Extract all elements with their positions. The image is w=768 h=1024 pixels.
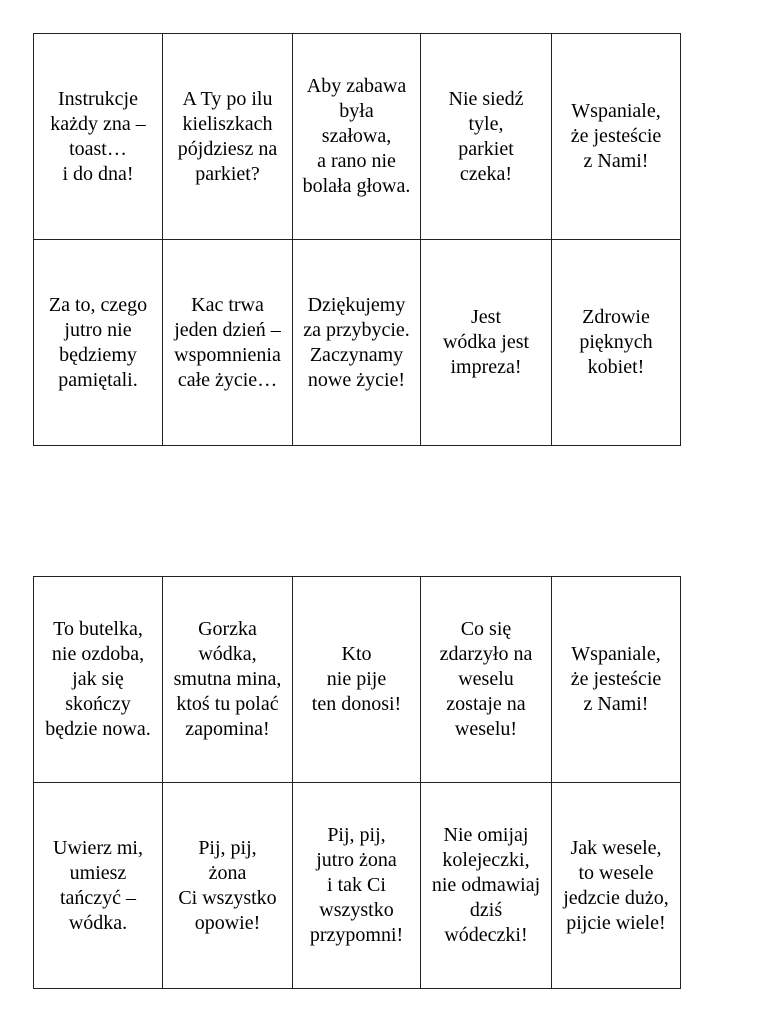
toast-label: Kac trwa jeden dzień – wspomnienia całe życie…	[163, 240, 293, 446]
toast-label: Wspaniale, że jesteście z Nami!	[552, 577, 681, 783]
toast-label: Za to, czego jutro nie będziemy pamiętali.	[34, 240, 163, 446]
toast-label: Gorzka wódka, smutna mina, ktoś tu polać zapomina!	[163, 577, 293, 783]
toast-label: Uwierz mi, umiesz tańczyć – wódka.	[34, 783, 163, 989]
toast-label: A Ty po ilu kieliszkach pójdziesz na parkiet?	[163, 34, 293, 240]
label-row	[34, 783, 681, 989]
toast-label: Wspaniale, że jesteście z Nami!	[552, 34, 681, 240]
label-sheet-bottom	[33, 576, 681, 989]
toast-label: Dziękujemy za przybycie. Zaczynamy nowe życie!	[293, 240, 421, 446]
toast-label: Jest wódka jest impreza!	[421, 240, 552, 446]
toast-label: Jak wesele, to wesele jedzcie dużo, pijcie wiele!	[552, 783, 681, 989]
label-row	[34, 577, 681, 783]
toast-label: Instrukcje każdy zna – toast… i do dna!	[34, 34, 163, 240]
label-sheet-top	[33, 33, 681, 446]
toast-label: To butelka, nie ozdoba, jak się skończy będzie nowa.	[34, 577, 163, 783]
toast-label: Zdrowie pięknych kobiet!	[552, 240, 681, 446]
toast-label: Aby zabawa była szałowa, a rano nie bolała głowa.	[293, 34, 421, 240]
toast-label: Nie omijaj kolejeczki, nie odmawiaj dziś wódeczki!	[421, 783, 552, 989]
toast-label: Co się zdarzyło na weselu zostaje na weselu!	[421, 577, 552, 783]
toast-label: Pij, pij, jutro żona i tak Ci wszystko przypomni!	[293, 783, 421, 989]
label-row	[34, 240, 681, 446]
toast-label: Kto nie pije ten donosi!	[293, 577, 421, 783]
toast-label: Pij, pij, żona Ci wszystko opowie!	[163, 783, 293, 989]
label-row	[34, 34, 681, 240]
toast-label: Nie siedź tyle, parkiet czeka!	[421, 34, 552, 240]
